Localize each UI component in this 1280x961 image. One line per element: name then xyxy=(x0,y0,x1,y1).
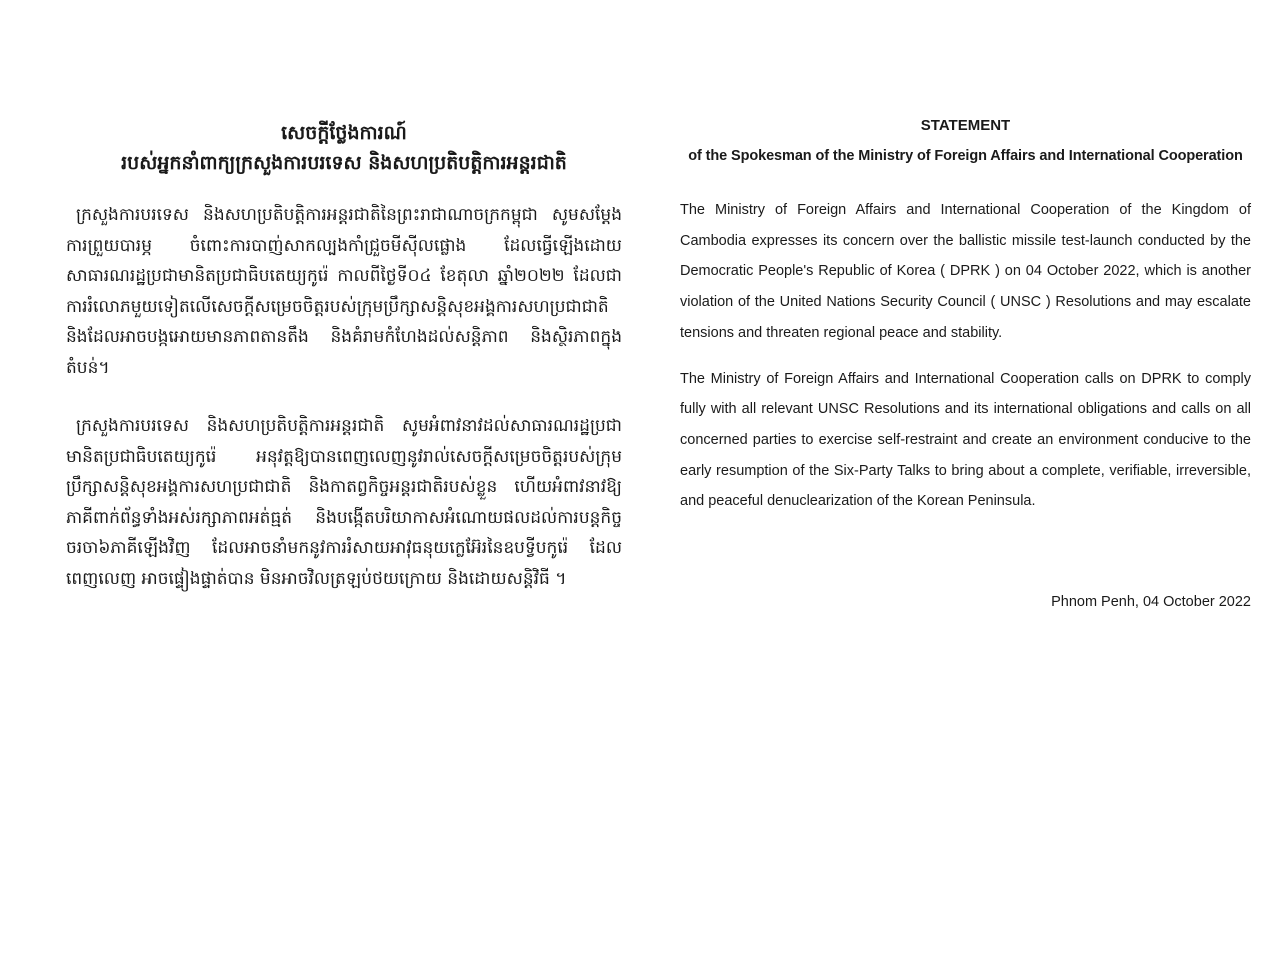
english-column xyxy=(680,116,1251,612)
place-and-date: Phnom Penh, 04 October 2022 xyxy=(1051,594,1251,611)
english-paragraph-2: The Ministry of Foreign Affairs and International Cooperation calls on DPRK to comply fully with all relevant UNSC Resolutions and its international obligations and calls on all concerned parties to exercise self-restraint and create an environment conducive to the early resumption of the Six-Party Talks to bring about a complete, verifiable, irreversible, and peaceful denuclearization of the Korean Peninsula. xyxy=(680,370,1251,510)
khmer-title-line-2: របស់អ្នកនាំពាក្យក្រសួងការបរទេស និងសហប្រតិបត្តិការអន្តរជាតិ xyxy=(121,152,567,174)
khmer-title-line-1: សេចក្តីថ្លែងការណ៍ xyxy=(281,122,407,144)
english-paragraph-1: The Ministry of Foreign Affairs and International Cooperation of the Kingdom of Cambodia expresses its concern over the ballistic missile test-launch conducted by the Democratic People's Republic of Korea ( DPRK ) on 04 October 2022, which is another violation of the United Nations Security Council ( UNSC ) Resolutions and may escalate tensions and threaten regional peace and stability. xyxy=(680,202,1251,341)
khmer-paragraph-1: ក្រសួងការបរទេស និងសហប្រតិបត្តិការអន្តរជាតិនៃព្រះរាជាណាចក្រកម្ពុជា សូមសម្តែងការព្រួយបារម្ភ ចំពោះការបាញ់សាកល្បងកាំជ្រួចមីស៊ីលផ្លោង ដែលធ្វើឡើងដោយសាធារណរដ្ឋប្រជាមានិតប្រជាធិបតេយ្យកូរ៉េ កាលពីថ្ងៃទី០៤ ខែតុលា ឆ្នាំ២០២២ ដែលជាការរំលោភមួយទៀតលើសេចក្តីសម្រេចចិត្តរបស់ក្រុមប្រឹក្សាសន្តិសុខអង្គការសហប្រជាជាតិ និងដែលអាចបង្កអោយមានភាពតានតឹង និងគំរាមកំហែងដល់សន្តិភាព និងស្ថិរភាពក្នុងតំបន់។ xyxy=(66,205,622,378)
khmer-title xyxy=(66,118,622,178)
khmer-paragraph-2: ក្រសួងការបរទេស និងសហប្រតិបត្តិការអន្តរជាតិ សូមអំពាវនាវដល់សាធារណរដ្ឋប្រជាមានិតប្រជាធិបតេយ្យកូរ៉េ អនុវត្តឱ្យបានពេញលេញនូវរាល់សេចក្តីសម្រេចចិត្តរបស់ក្រុមប្រឹក្សាសន្តិសុខអង្គការសហប្រជាជាតិ និងកាតព្វកិច្ចអន្តរជាតិរបស់ខ្លួន ហើយអំពាវនាវឱ្យភាគីពាក់ព័ន្ធទាំងអស់រក្សាភាពអត់ធ្មត់ និងបង្កើតបរិយាកាសអំណោយផលដល់ការបន្តកិច្ចចរចា៦ភាគីឡើងវិញ ដែលអាចនាំមកនូវការរំសាយអាវុធនុយក្លេអ៊ែរនៃឧបទ្វីបកូរ៉េ ដែលពេញលេញ អាចផ្ទៀងផ្ទាត់បាន មិនអាចវិលត្រឡប់ថយក្រោយ និងដោយសន្តិវិធី ។ xyxy=(66,416,622,589)
english-title: STATEMENT xyxy=(920,117,1011,134)
khmer-column xyxy=(66,118,622,594)
english-subtitle: of the Spokesman of the Ministry of Foreign Affairs and International Cooperation xyxy=(688,148,1243,164)
